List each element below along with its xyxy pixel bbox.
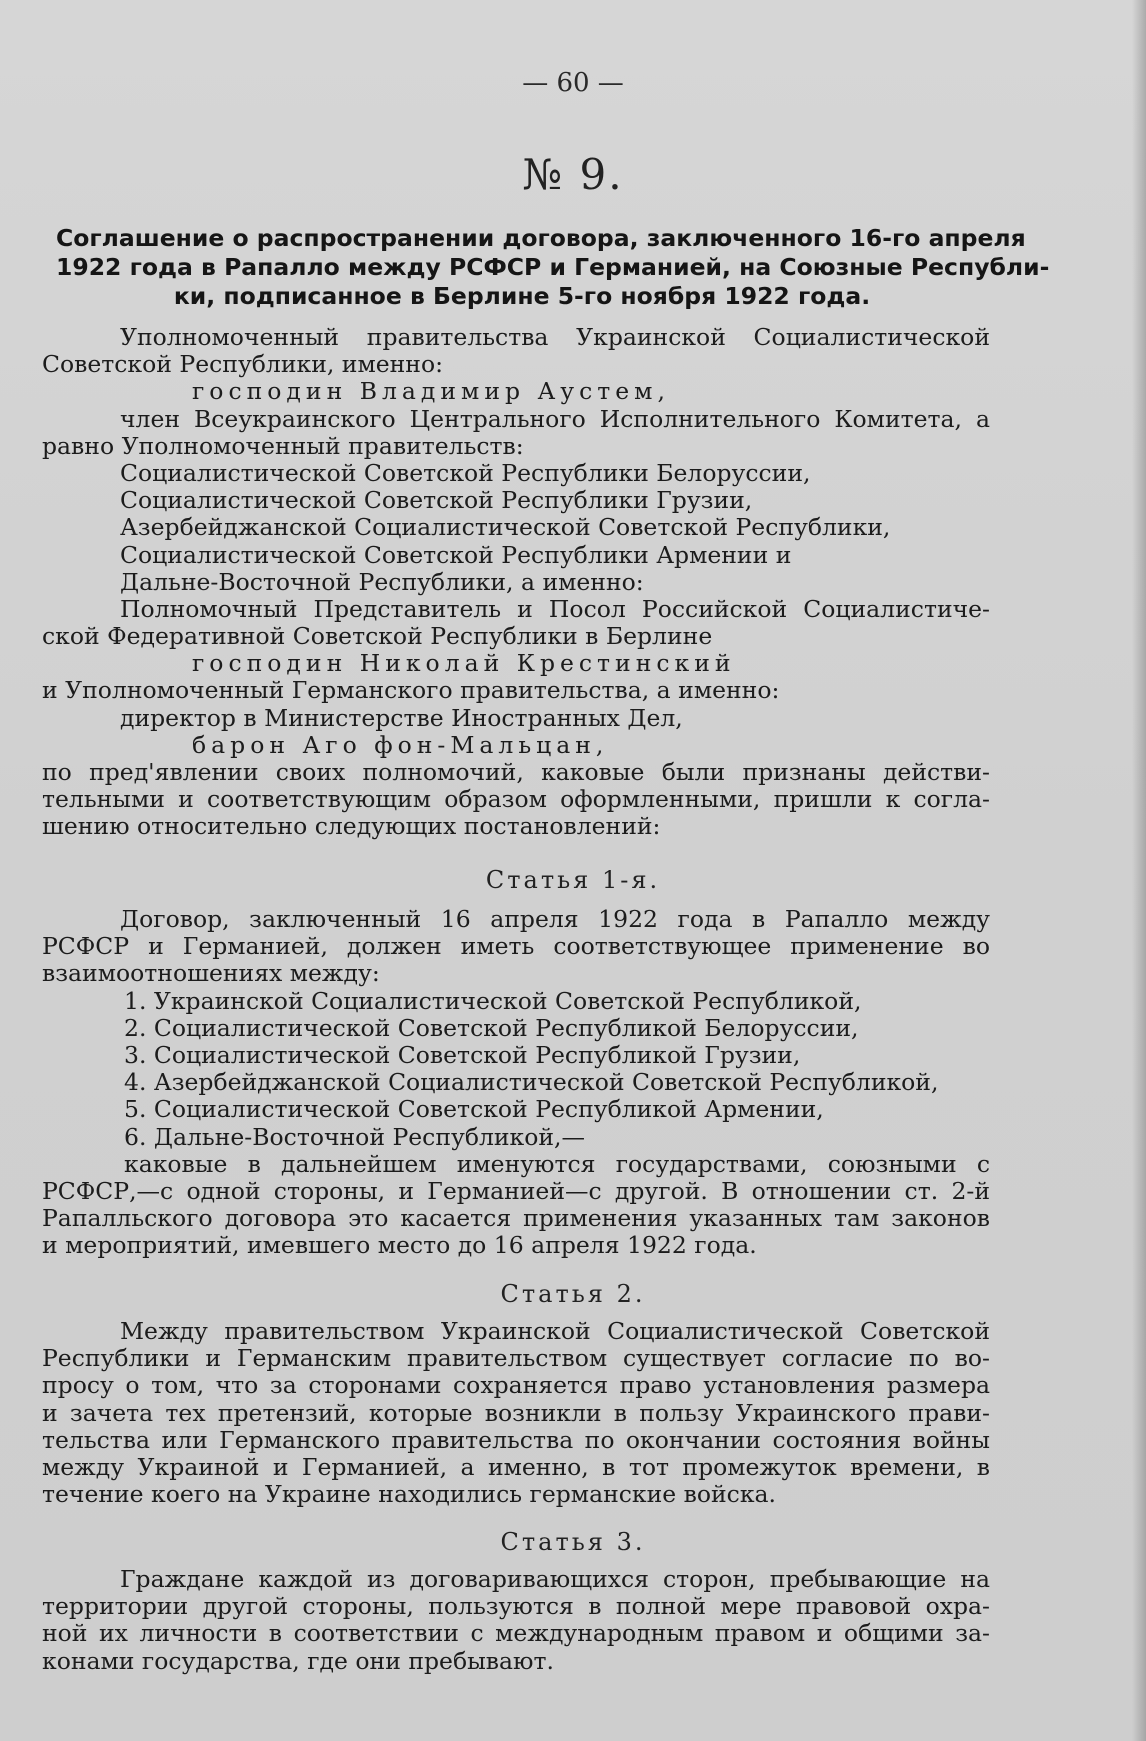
list-item: 4. Азербейджанской Социалистической Советской Республикой, [124,1068,939,1097]
text-line: по пред'явлении своих полномочий, каковые были признаны действи- [42,758,990,786]
article-3-body [42,1566,990,1675]
article-3-heading: Статья 3. [500,1528,646,1556]
text-line: и зачета тех претензий, которые возникли в пользу Украинского прави- [42,1398,990,1427]
text-line: директор в Министерстве Иностранных Дел, [120,703,683,732]
signatory-name: барон Аго фон-Мальцан, [192,730,609,759]
text-line: тельными и соответствующим образом оформленными, пришли к согла- [42,785,990,814]
list-item: 3. Социалистической Советской Республикой Грузии, [124,1040,801,1069]
title-line: 1922 года в Рапалло между РСФСР и Германией, на Союзные Республи- [56,253,1050,281]
text-line: Между правительством Украинской Социалистической Советской [120,1317,990,1345]
text-line: Советской Республики, именно: [42,350,444,379]
text-line: Уполномоченный правительства Украинской Социалистической [120,323,990,351]
text-line: каковые в дальнейшем именуются государствами, союзными с [124,1149,990,1178]
text-line: Договор, заключенный 16 апреля 1922 года в Рапалло между [120,905,990,933]
text-line: территории другой стороны, пользуются в полной мере правовой охра- [42,1592,990,1621]
text-line: тельства или Германского правительства по окончании состояния войны [42,1425,990,1454]
page-number: — 60 — [522,68,624,98]
text-line: Социалистической Советской Республики Грузии, [120,486,753,515]
list-item: 6. Дальне-Восточной Республикой,— [124,1122,586,1151]
list-item: 5. Социалистической Советской Республикой Армении, [124,1095,824,1124]
title-line: ки, подписанное в Берлине 5-го ноября 1922 года. [173,282,871,310]
signatory-name: господин Владимир Аустем, [192,377,670,406]
article-2-heading: Статья 2. [500,1280,646,1308]
preamble [42,324,990,841]
text-line: ной их личности в соответствии с международным правом и общими за- [42,1619,990,1648]
text-line: Социалистической Советской Республики Белоруссии, [120,458,811,487]
document-number: № 9. [522,150,624,199]
text-line: равно Уполномоченный правительств: [42,431,524,460]
article-1-heading: Статья 1-я. [485,866,661,894]
text-line: между Украиной и Германией, а именно, в тот промежуток времени, в [42,1452,990,1481]
text-line: РСФСР,—с одной стороны, и Германией—с другой. В отношении ст. 2-й [42,1176,990,1205]
text-line: взаимоотношениях между: [42,959,380,988]
text-line: течение коего на Украине находились германские войска. [42,1480,776,1509]
text-line: и Уполномоченный Германского правительства, а именно: [42,676,780,705]
text-line: Граждане каждой из договаривающихся сторон, пребывающие на [120,1565,990,1593]
text-line: РСФСР и Германией, должен иметь соответствующее применение во [42,932,990,961]
text-line: и мероприятий, имевшего место до 16 апреля 1922 года. [42,1231,757,1260]
text-line: Полномочный Представитель и Посол Российской Социалистиче- [120,594,990,623]
text-line: шению относительно следующих постановлений: [42,812,661,841]
text-line: Азербейджанской Социалистической Советской Республики, [120,513,891,542]
list-item: 2. Социалистической Советской Республикой Белоруссии, [124,1013,859,1042]
text-line: просу о том, что за сторонами сохраняется право установления размера [42,1371,990,1400]
article-2-body [42,1318,990,1508]
text-line: конами государства, где они пребывают. [42,1646,554,1675]
title-line: Соглашение о распространении договора, заключенного 16-го апреля [56,224,1026,252]
list-item: 1. Украинской Социалистической Советской Республикой, [124,986,862,1015]
text-line: Социалистической Советской Республики Армении и [120,540,792,569]
text-line: Республики и Германским правительством существует согласие по во- [42,1344,990,1373]
article-1-body [42,906,990,1259]
document-title [56,224,1050,311]
signatory-name: господин Николай Крестинский [192,649,736,678]
text-line: Рапалльского договора это касается применения указанных там законов [42,1204,990,1233]
text-line: ской Федеративной Советской Республики в Берлине [42,622,713,651]
text-line: член Всеукраинского Центрального Исполнительного Комитета, а [120,404,990,433]
text-line: Дальне-Восточной Республики, а именно: [120,567,644,596]
